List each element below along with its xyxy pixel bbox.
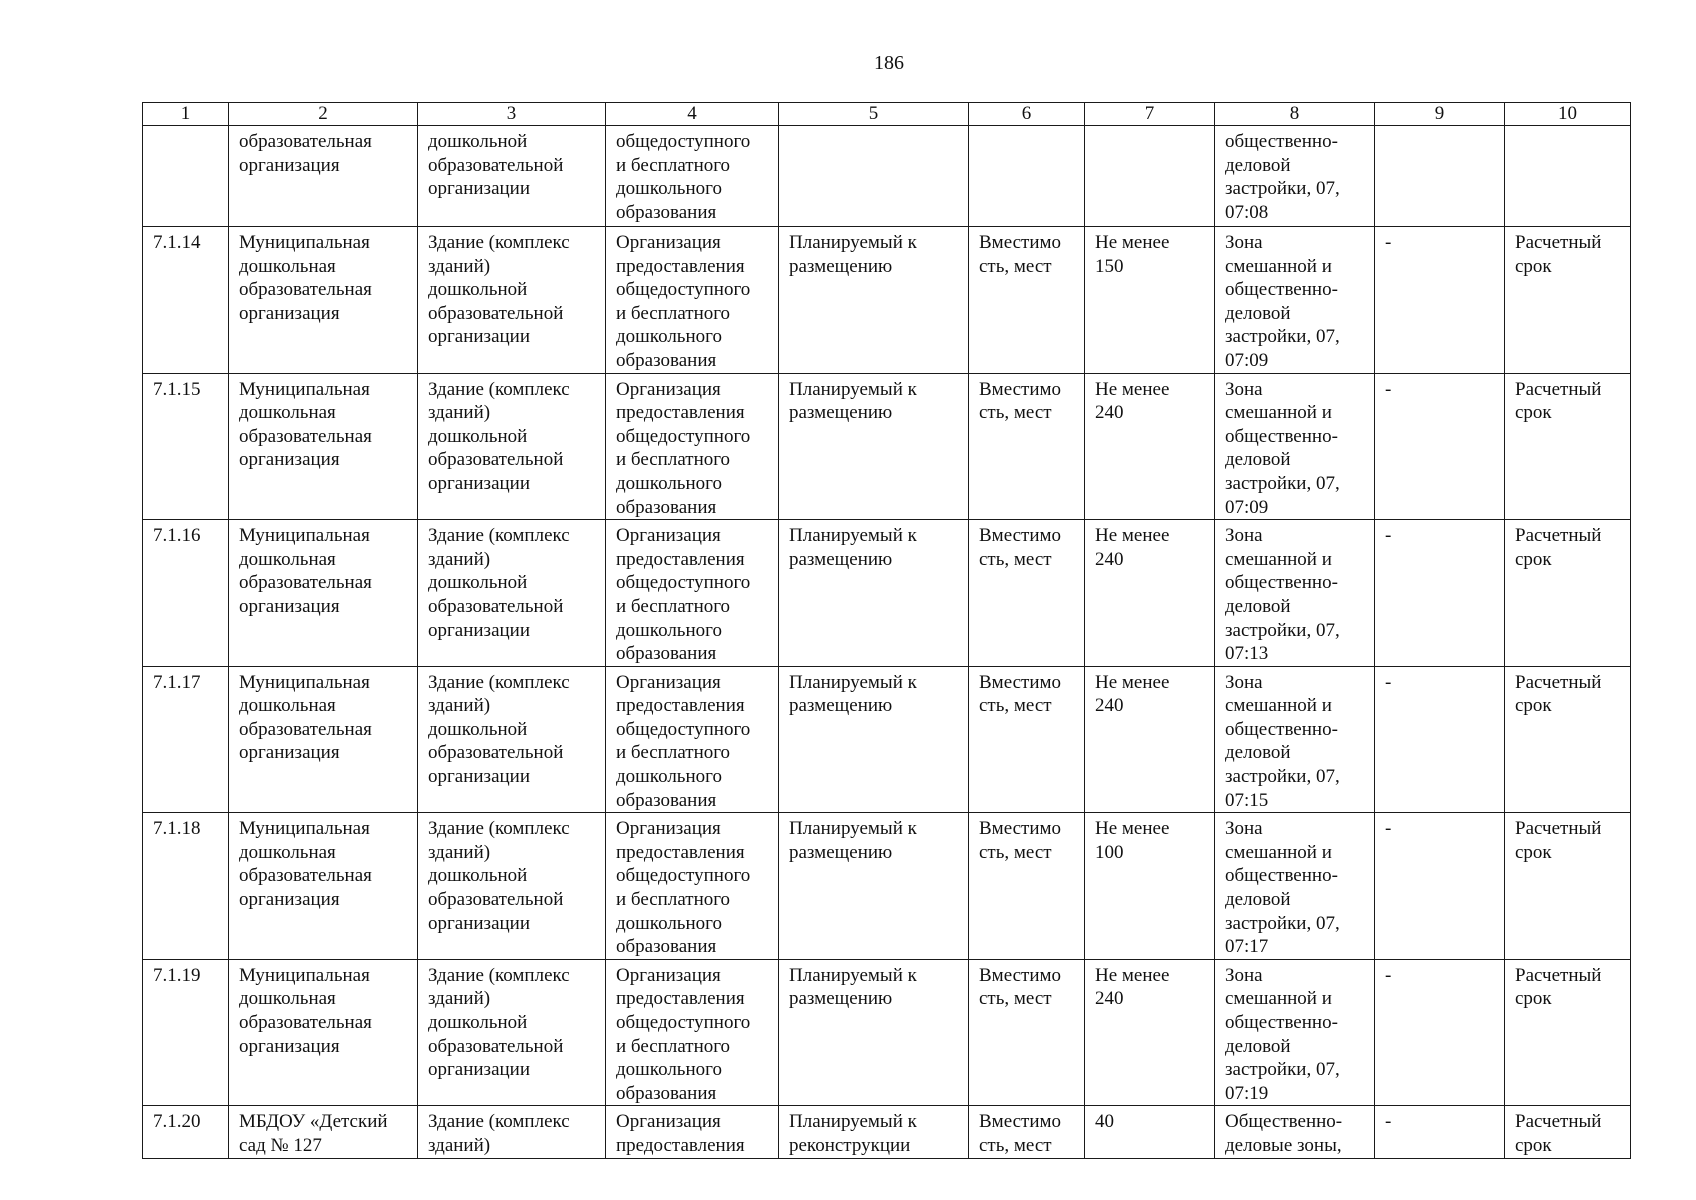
cell-term: [1505, 959, 1631, 1106]
cell-text: Здание (комплекс зданий) дошкольной образовательной организации: [428, 671, 570, 788]
cell-text: Планируемый к размещению: [789, 671, 917, 717]
cell-name: [229, 520, 418, 667]
cell-text: Расчетный срок: [1515, 1111, 1602, 1156]
cell-text: Муниципальная дошкольная образовательная организация: [239, 671, 372, 764]
cell-text: Зона смешанной и общественно- деловой застройки, 07, 07:19: [1225, 964, 1340, 1104]
cell-object: [418, 813, 606, 960]
cell-number: [143, 373, 229, 520]
column-header-4: 4: [606, 103, 779, 126]
cell-text: Организация предоставления общедоступного и бесплатного дошкольного образования: [616, 818, 751, 958]
cell-text: 7.1.16: [153, 525, 201, 547]
cell-text: Вместимо сть, мест: [979, 378, 1062, 424]
cell-object: [418, 227, 606, 374]
cell-text: -: [1385, 232, 1392, 253]
cell-text: Не менее 240: [1095, 671, 1170, 717]
table-row: [143, 959, 1631, 1106]
cell-text: Муниципальная дошкольная образовательная организация: [239, 525, 372, 617]
cell-text: Здание (комплекс зданий) дошкольной образовательной организации: [428, 378, 570, 494]
cell-text: дошкольной образовательной организации: [428, 131, 564, 200]
cell-text: 7.1.20: [153, 1111, 201, 1133]
cell-text: Зона смешанной и общественно- деловой застройки, 07, 07:09: [1225, 378, 1340, 518]
cell-text: Зона смешанной и общественно- деловой застройки, 07, 07:17: [1225, 818, 1340, 958]
column-header-7: 7: [1085, 103, 1215, 126]
page-number: 186: [874, 52, 904, 74]
cell-text: 7.1.19: [153, 964, 201, 986]
cell-text: Организация предоставления общедоступного и бесплатного дошкольного образования: [616, 964, 751, 1104]
cell-number: [143, 227, 229, 374]
cell-text: Не менее 240: [1095, 525, 1170, 570]
cell-text: Вместимо сть, мест: [979, 818, 1062, 863]
cell-status: [779, 813, 969, 960]
cell-number: [143, 520, 229, 667]
cell-text: Организация предоставления общедоступного и бесплатного дошкольного образования: [616, 525, 751, 665]
cell-text: Зона смешанной и общественно- деловой застройки, 07, 07:15: [1225, 671, 1340, 811]
cell-text: Вместимо сть, мест: [979, 964, 1062, 1010]
cell-text: -: [1385, 671, 1392, 693]
cell-purpose: [606, 1106, 779, 1158]
cell-term: [1505, 813, 1631, 960]
column-header-9: 9: [1375, 103, 1505, 126]
cell-text: 7.1.17: [153, 671, 201, 693]
cell-text: -: [1385, 964, 1392, 986]
cell-value: [1085, 373, 1215, 520]
header-row: [143, 103, 1631, 126]
cell-text: -: [1385, 1111, 1392, 1133]
cell-text: Здание (комплекс зданий) дошкольной образовательной организации: [428, 964, 570, 1081]
cell-number: [143, 813, 229, 960]
cell-term: [1505, 666, 1631, 813]
table-row: [143, 126, 1631, 227]
cell-parameter: [969, 666, 1085, 813]
cell-purpose: [606, 666, 779, 813]
column-header-5: 5: [779, 103, 969, 126]
table-row: [143, 227, 1631, 374]
cell-zone: [1215, 1106, 1375, 1158]
cell-text: 7.1.14: [153, 232, 201, 253]
cell-parameter: [969, 813, 1085, 960]
cell-value: [1085, 227, 1215, 374]
cell-text: Вместимо сть, мест: [979, 525, 1062, 570]
cell-parameter: [969, 227, 1085, 374]
cell-name: [229, 959, 418, 1106]
cell-object: [418, 373, 606, 520]
cell-text: МБДОУ «Детский сад № 127: [239, 1111, 388, 1156]
cell-text: Планируемый к размещению: [789, 525, 917, 570]
cell-text: Расчетный срок: [1515, 964, 1602, 1010]
cell-status: [779, 126, 969, 227]
cell-term: [1505, 1106, 1631, 1158]
cell-value: [1085, 1106, 1215, 1158]
cell-text: Организация предоставления общедоступного и бесплатного дошкольного образования: [616, 378, 751, 518]
cell-status: [779, 959, 969, 1106]
cell-value: [1085, 126, 1215, 227]
cell-text: Муниципальная дошкольная образовательная организация: [239, 232, 372, 324]
cell-status: [779, 227, 969, 374]
cell-object: [418, 520, 606, 667]
cell-text: -: [1385, 378, 1392, 400]
cell-value: [1085, 813, 1215, 960]
cell-text: Расчетный срок: [1515, 671, 1602, 717]
cell-number: [143, 959, 229, 1106]
cell-value: [1085, 666, 1215, 813]
cell-note: [1375, 373, 1505, 520]
table-row: [143, 373, 1631, 520]
cell-zone: [1215, 813, 1375, 960]
cell-object: [418, 126, 606, 227]
cell-text: Муниципальная дошкольная образовательная организация: [239, 818, 372, 911]
column-header-2: 2: [229, 103, 418, 126]
cell-text: Не менее 150: [1095, 232, 1170, 277]
cell-status: [779, 666, 969, 813]
cell-name: [229, 227, 418, 374]
cell-text: образовательная организация: [239, 131, 372, 176]
cell-text: Планируемый к реконструкции: [789, 1111, 917, 1156]
cell-text: Зона смешанной и общественно- деловой застройки, 07, 07:09: [1225, 232, 1340, 371]
column-header-3: 3: [418, 103, 606, 126]
objects-table: [142, 102, 1631, 1159]
cell-parameter: [969, 373, 1085, 520]
cell-note: [1375, 126, 1505, 227]
table-row: [143, 666, 1631, 813]
column-header-1: 1: [143, 103, 229, 126]
cell-number: [143, 1106, 229, 1158]
cell-status: [779, 373, 969, 520]
cell-text: Муниципальная дошкольная образовательная организация: [239, 964, 372, 1057]
cell-text: 7.1.15: [153, 378, 201, 400]
cell-zone: [1215, 126, 1375, 227]
cell-parameter: [969, 520, 1085, 667]
cell-zone: [1215, 227, 1375, 374]
cell-text: Расчетный срок: [1515, 378, 1602, 424]
cell-text: Вместимо сть, мест: [979, 1111, 1062, 1156]
cell-text: Не менее 100: [1095, 818, 1170, 863]
cell-text: Организация предоставления: [616, 1111, 745, 1156]
cell-object: [418, 666, 606, 813]
cell-text: Расчетный срок: [1515, 818, 1602, 863]
column-header-6: 6: [969, 103, 1085, 126]
cell-text: общедоступного и бесплатного дошкольного образования: [616, 131, 751, 223]
column-header-8: 8: [1215, 103, 1375, 126]
cell-term: [1505, 520, 1631, 667]
cell-object: [418, 959, 606, 1106]
cell-text: -: [1385, 525, 1392, 547]
cell-text: общественно- деловой застройки, 07, 07:08: [1225, 131, 1340, 223]
cell-parameter: [969, 1106, 1085, 1158]
cell-text: Планируемый к размещению: [789, 378, 917, 424]
cell-purpose: [606, 813, 779, 960]
cell-note: [1375, 959, 1505, 1106]
cell-purpose: [606, 126, 779, 227]
cell-text: Вместимо сть, мест: [979, 671, 1062, 717]
cell-term: [1505, 373, 1631, 520]
cell-note: [1375, 520, 1505, 667]
cell-text: Муниципальная дошкольная образовательная организация: [239, 378, 372, 471]
cell-text: Планируемый к размещению: [789, 232, 917, 277]
cell-text: Расчетный срок: [1515, 232, 1602, 277]
cell-name: [229, 666, 418, 813]
cell-zone: [1215, 666, 1375, 813]
table-row: [143, 520, 1631, 667]
cell-text: Планируемый к размещению: [789, 964, 917, 1010]
cell-text: -: [1385, 818, 1392, 840]
cell-text: Общественно- деловые зоны,: [1225, 1111, 1343, 1156]
cell-text: Здание (комплекс зданий) дошкольной образовательной организации: [428, 525, 570, 641]
cell-text: Не менее 240: [1095, 964, 1170, 1010]
table-row: [143, 1106, 1631, 1158]
cell-object: [418, 1106, 606, 1158]
cell-term: [1505, 126, 1631, 227]
cell-purpose: [606, 373, 779, 520]
cell-note: [1375, 666, 1505, 813]
cell-parameter: [969, 959, 1085, 1106]
cell-text: Зона смешанной и общественно- деловой застройки, 07, 07:13: [1225, 525, 1340, 665]
table-row: [143, 813, 1631, 960]
cell-zone: [1215, 959, 1375, 1106]
cell-note: [1375, 227, 1505, 374]
cell-text: Вместимо сть, мест: [979, 232, 1062, 277]
cell-note: [1375, 813, 1505, 960]
cell-text: Организация предоставления общедоступного и бесплатного дошкольного образования: [616, 232, 751, 371]
cell-text: Здание (комплекс зданий) дошкольной образовательной организации: [428, 818, 570, 934]
cell-zone: [1215, 373, 1375, 520]
cell-name: [229, 1106, 418, 1158]
cell-number: [143, 126, 229, 227]
cell-purpose: [606, 227, 779, 374]
cell-zone: [1215, 520, 1375, 667]
cell-text: 40: [1095, 1111, 1114, 1133]
cell-status: [779, 520, 969, 667]
cell-text: 7.1.18: [153, 818, 201, 840]
cell-value: [1085, 520, 1215, 667]
cell-text: Здание (комплекс зданий): [428, 1111, 570, 1156]
cell-note: [1375, 1106, 1505, 1158]
cell-name: [229, 126, 418, 227]
cell-status: [779, 1106, 969, 1158]
cell-text: Расчетный срок: [1515, 525, 1602, 570]
cell-text: Организация предоставления общедоступного и бесплатного дошкольного образования: [616, 671, 751, 811]
cell-term: [1505, 227, 1631, 374]
cell-number: [143, 666, 229, 813]
cell-purpose: [606, 520, 779, 667]
cell-text: Не менее 240: [1095, 378, 1170, 424]
cell-value: [1085, 959, 1215, 1106]
cell-name: [229, 373, 418, 520]
cell-purpose: [606, 959, 779, 1106]
cell-text: Планируемый к размещению: [789, 818, 917, 863]
column-header-10: 10: [1505, 103, 1631, 126]
cell-text: Здание (комплекс зданий) дошкольной образовательной организации: [428, 232, 570, 348]
cell-name: [229, 813, 418, 960]
cell-parameter: [969, 126, 1085, 227]
